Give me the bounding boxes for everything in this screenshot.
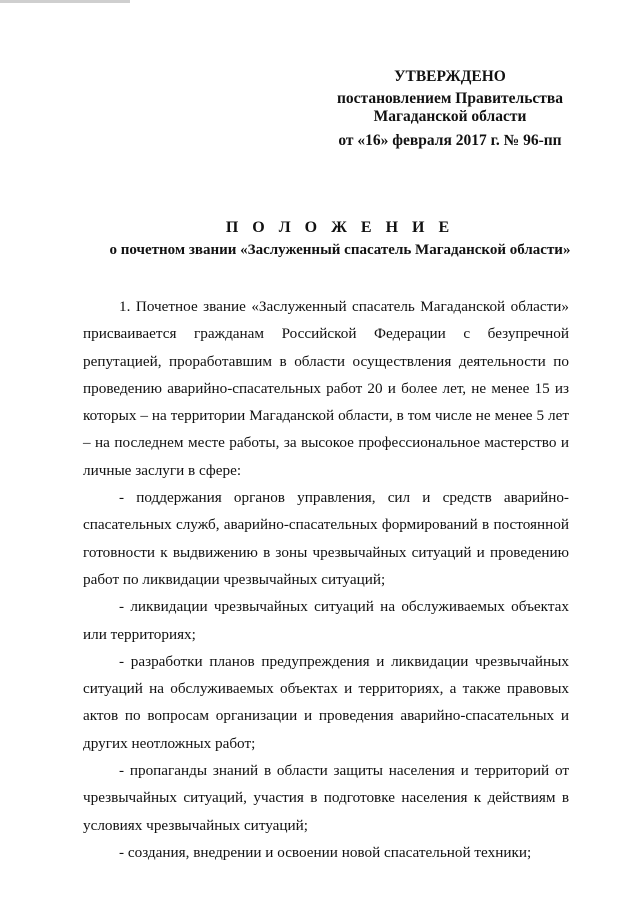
- approval-stamp-block: [290, 68, 610, 150]
- list-item-propaganda: - пропаганды знаний в области защиты населения и территорий от чрезвычайных ситуаций, участия в подготовке населения к действиям в условиях чрезвычайных ситуаций;: [83, 762, 569, 834]
- list-item-readiness: - поддержания органов управления, сил и средств аварийно-спасательных служб, аварийно-спасательных формирований в постоянной готовности к выдвижению в зоны чрезвычайных ситуаций и проведению работ по ликвидации чрезвычайных ситуаций;: [83, 489, 569, 588]
- document-subtitle: о почетном звании «Заслуженный спасатель Магаданской области»: [109, 242, 571, 258]
- approval-heading: УТВЕРЖДЕНО: [394, 68, 506, 85]
- document-title-block: [40, 218, 640, 260]
- approval-line-region: Магаданской области: [373, 108, 527, 125]
- list-item-equipment: - создания, внедрении и освоении новой спасательной техники;: [119, 843, 532, 861]
- document-body: [83, 293, 569, 866]
- scan-edge-mark: [0, 0, 130, 3]
- document-title: П О Л О Ж Е Н И Е: [225, 219, 455, 236]
- list-item-planning: - разработки планов предупреждения и ликвидации чрезвычайных ситуаций на обслуживаемых объектах и территориях, а также правовых актов по вопросам организации и проведения аварийно-спасательных и других неотложных работ;: [83, 652, 569, 752]
- paragraph-1: 1. Почетное звание «Заслуженный спасатель Магаданской области» присваивается гражданам Российской Федерации с безупречной репутацией, проработавшим в области осуществления деятельности по проведению аварийно-спасательных работ 20 и более лет, не менее 15 из которых – на территории Магаданской области, в том числе не менее 5 лет – на последнем месте работы, за высокое профессиональное мастерство и личные заслуги в сфере:: [83, 298, 569, 479]
- approval-line-resolution: постановлением Правительства: [336, 90, 564, 107]
- approval-line-date-number: от «16» февраля 2017 г. № 96-пп: [338, 132, 562, 149]
- list-item-liquidation: - ликвидации чрезвычайных ситуаций на обслуживаемых объектах или территориях;: [83, 598, 569, 643]
